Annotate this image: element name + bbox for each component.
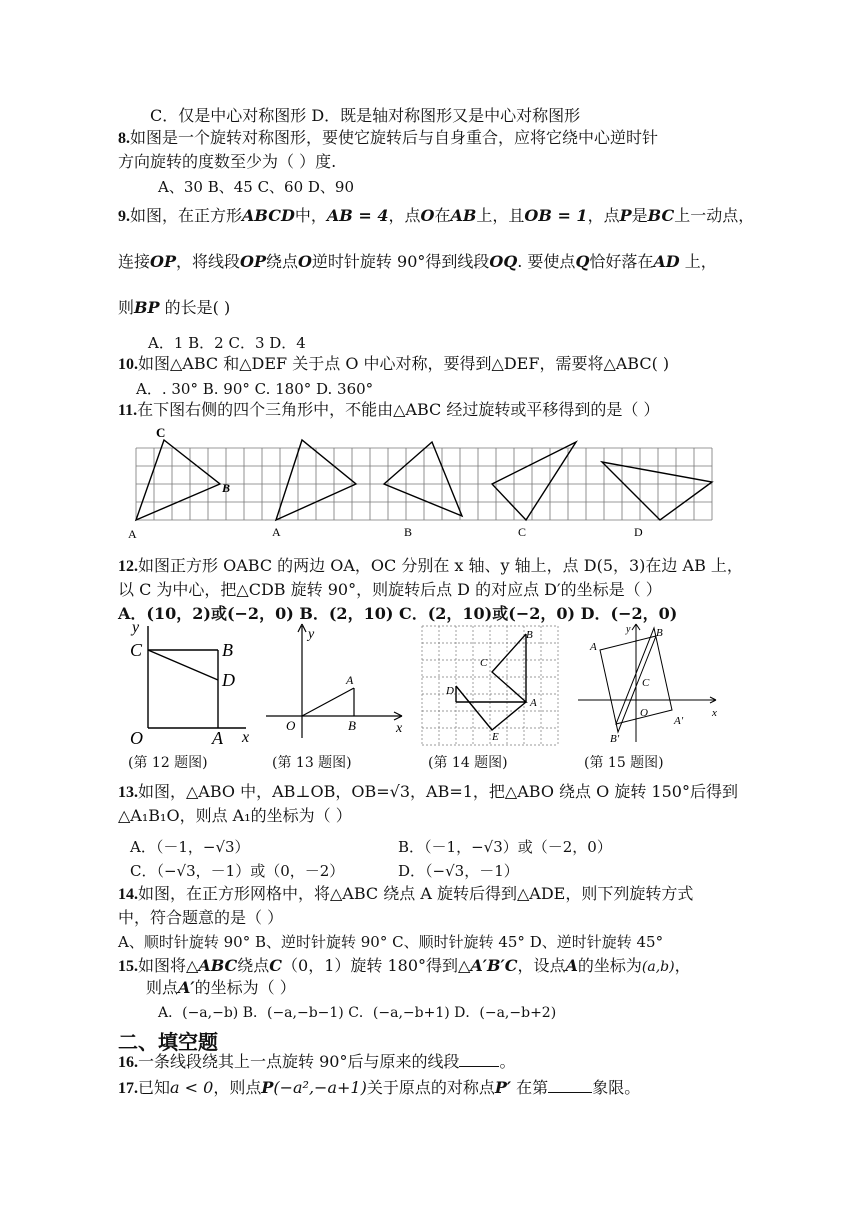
question-16 <box>118 1052 515 1073</box>
label-b: B <box>656 627 663 639</box>
text: 的坐标为 <box>577 956 642 975</box>
option-b-label: B <box>404 525 413 539</box>
label-a: A <box>128 527 137 541</box>
question-text: 在下图右侧的四个三角形中，不能由△ABC 经过旋转或平移得到的是（ ） <box>137 400 660 419</box>
question-13-line2: △A₁B₁O，则点 A₁的坐标为（ ） <box>118 806 352 825</box>
label-e: E <box>492 731 499 743</box>
text: 上， <box>679 252 717 271</box>
figure-13-caption: (第 13 题图) <box>272 755 352 771</box>
answer-blank[interactable] <box>548 1078 592 1093</box>
text: （0，1）旋转 180°得到△ <box>282 956 471 975</box>
triangle-b <box>384 442 462 516</box>
text: 在第 <box>511 1078 549 1097</box>
figure-14-caption: (第 14 题图) <box>428 755 508 771</box>
text: 逆时针旋转 90°得到线段 <box>311 252 490 271</box>
question-number: 11. <box>118 402 138 419</box>
answer-blank[interactable] <box>459 1052 499 1067</box>
question-text: 一条线段绕其上一点旋转 90°后与原来的线段 <box>138 1052 460 1071</box>
triangle-d <box>602 462 712 520</box>
text: ，点 <box>587 206 620 225</box>
text: ，则点 <box>213 1078 262 1097</box>
text: 恰好落在 <box>589 252 654 271</box>
question-15 <box>118 956 691 977</box>
question-12 <box>118 556 743 577</box>
question-text: 如图正方形 OABC 的两边 OA，OC 分别在 x 轴、y 轴上，点 D(5，3)在边 AB 上， <box>138 556 743 575</box>
question-8 <box>118 128 658 149</box>
math: O <box>420 206 435 225</box>
label-b: B <box>222 640 233 660</box>
question-8-options: A、30 B、45 C、60 D、90 <box>158 178 355 196</box>
label-c: C <box>156 425 166 440</box>
q7-options-cd: C．仅是中心对称图形 D．既是轴对称图形又是中心对称图形 <box>150 106 581 125</box>
section-heading: 二、填空题 <box>118 1030 218 1054</box>
label-b: B <box>222 481 231 495</box>
axis-x-label: x <box>242 729 250 746</box>
question-13-option-a: A．（－1，−√3） <box>130 838 250 856</box>
math: O <box>297 252 312 271</box>
question-9 <box>118 206 754 227</box>
figure-11-grid <box>128 425 730 541</box>
figure-12-caption: (第 12 题图) <box>128 755 208 771</box>
text: ，设点 <box>517 956 566 975</box>
label-b: B <box>348 718 356 733</box>
figure-12 <box>128 618 258 748</box>
math: ABCD <box>242 206 295 225</box>
axis-y-label: y <box>626 624 631 635</box>
question-12-options: A．(10，2)或(−2，0) B．(2，10) C．(2，10)或(−2，0) D．(−2，0) <box>118 604 678 623</box>
math: OQ <box>489 252 518 271</box>
question-number: 12. <box>118 558 138 575</box>
text: 连接 <box>118 252 151 271</box>
question-text: 如图，在正方形网格中，将△ABC 绕点 A 旋转后得到△ADE，则下列旋转方式 <box>138 884 694 903</box>
label-a: A <box>346 673 354 687</box>
question-13-option-c: C．（−√3，－1）或（0，－2） <box>130 862 345 880</box>
question-text: 如图，△ABO 中，AB⊥OB，OB=√3，AB=1，把△ABO 绕点 O 旋转 150°后得到 <box>138 782 738 801</box>
math: Q <box>575 252 590 271</box>
label-a: A <box>530 697 537 709</box>
figure-13 <box>262 620 412 750</box>
question-number: 14. <box>118 886 138 903</box>
question-9-options: A．1 B．2 C．3 D．4 <box>148 334 306 352</box>
option-a-label: A <box>272 525 281 539</box>
math: A <box>565 956 578 975</box>
axis-x-label: x <box>712 707 717 719</box>
question-number: 10. <box>118 356 138 373</box>
math: ABC <box>198 956 238 975</box>
question-9-line2 <box>118 252 717 272</box>
question-10-options: A．. 30° B. 90° C. 180° D. 360° <box>136 380 374 398</box>
math: P <box>619 206 632 225</box>
question-14-line2: 中，符合题意的是（ ） <box>118 908 284 927</box>
question-13-option-b: B．（－1，−√3）或（－2，0） <box>398 838 612 856</box>
label-c: C <box>130 640 143 660</box>
question-11 <box>118 400 659 421</box>
question-12-line2: 以 C 为中心，把△CDB 旋转 90°，则旋转后点 D 的对应点 D′的坐标是（ ） <box>118 580 662 599</box>
option-d-label: D <box>634 525 643 539</box>
text: 。 <box>499 1052 516 1071</box>
axis-y-label: y <box>308 627 315 642</box>
question-text: 如图△ABC 和△DEF 关于点 O 中心对称，要得到△DEF，需要将△ABC( ) <box>138 354 670 373</box>
question-17 <box>118 1078 640 1099</box>
triangle-c <box>492 442 576 520</box>
label-o: O <box>640 707 648 719</box>
text: ，点 <box>388 206 421 225</box>
question-number: 17. <box>118 1080 138 1097</box>
question-13-option-d: D．（−√3，－1） <box>398 862 519 880</box>
question-10 <box>118 354 669 375</box>
label-c: C <box>642 677 650 689</box>
text: 是 <box>631 206 648 225</box>
question-14-options: A、顺时针旋转 90° B、逆时针旋转 90° C、顺时针旋转 45° D、逆时针旋转 45° <box>118 933 664 951</box>
text: . 要使点 <box>517 252 576 271</box>
label-o: O <box>286 718 296 733</box>
text: 关于原点的对称点 <box>366 1078 495 1097</box>
figure-14 <box>422 626 562 746</box>
question-number: 16. <box>118 1054 138 1071</box>
question-8-line2: 方向旋转的度数至少为（ ）度. <box>118 152 337 171</box>
question-15-line2 <box>146 978 296 998</box>
math: BC <box>647 206 675 225</box>
label-b-prime: B′ <box>610 733 620 745</box>
text: 绕点 <box>265 252 298 271</box>
math: C <box>269 956 283 975</box>
text: 在 <box>434 206 451 225</box>
math: OP <box>150 252 176 271</box>
text: 的长是( ) <box>159 298 231 317</box>
text: 中， <box>294 206 327 225</box>
math: (a,b) <box>641 959 675 975</box>
math: BP <box>134 298 160 317</box>
question-14 <box>118 884 693 905</box>
text: ， <box>674 956 691 975</box>
math: P′ <box>494 1078 512 1097</box>
text: 已知 <box>138 1078 171 1097</box>
text: 如图将△ <box>138 956 199 975</box>
math: a < 0 <box>170 1078 214 1097</box>
question-number: 13. <box>118 784 138 801</box>
math: AD <box>653 252 680 271</box>
text: 如图，在正方形 <box>130 206 243 225</box>
question-9-line3 <box>118 298 230 318</box>
math: A′ <box>178 978 195 997</box>
math: AB = 4 <box>326 206 389 225</box>
text: 上一动点， <box>674 206 755 225</box>
text: 则点 <box>146 978 179 997</box>
label-b: B <box>526 629 533 641</box>
math: (−a²,−a+1) <box>273 1078 367 1097</box>
question-number: 15. <box>118 958 138 975</box>
label-o: O <box>130 728 143 748</box>
text: ，将线段 <box>175 252 240 271</box>
label-d: D <box>446 685 454 697</box>
math: P <box>261 1078 274 1097</box>
axis-x-label: x <box>396 721 403 736</box>
text: 绕点 <box>237 956 270 975</box>
option-c-label: C <box>518 525 527 539</box>
text: 象限。 <box>592 1078 641 1097</box>
question-number: 8. <box>118 130 130 147</box>
axis-y-label: y <box>132 619 140 636</box>
math: AB <box>450 206 477 225</box>
text: 则 <box>118 298 135 317</box>
label-a: A <box>212 728 223 748</box>
question-15-options: A．(−a,−b) B．(−a,−b−1) C．(−a,−b+1) D．(−a,−b+2) <box>158 1005 557 1021</box>
label-c: C <box>480 657 488 669</box>
text: 的坐标为（ ） <box>194 978 296 997</box>
question-text: 如图是一个旋转对称图形，要使它旋转后与自身重合，应将它绕中心逆时针 <box>130 128 659 147</box>
label-a-prime: A′ <box>674 715 684 727</box>
label-d: D <box>222 670 235 690</box>
question-number: 9. <box>118 208 130 225</box>
figure-15 <box>576 620 726 750</box>
triangle-abc <box>136 440 220 520</box>
math: OB = 1 <box>524 206 588 225</box>
math: A′B′C <box>470 956 518 975</box>
figure-15-caption: (第 15 题图) <box>584 755 664 771</box>
text: 上，且 <box>476 206 525 225</box>
label-a: A <box>590 641 597 653</box>
math: OP <box>240 252 266 271</box>
question-13 <box>118 782 738 803</box>
